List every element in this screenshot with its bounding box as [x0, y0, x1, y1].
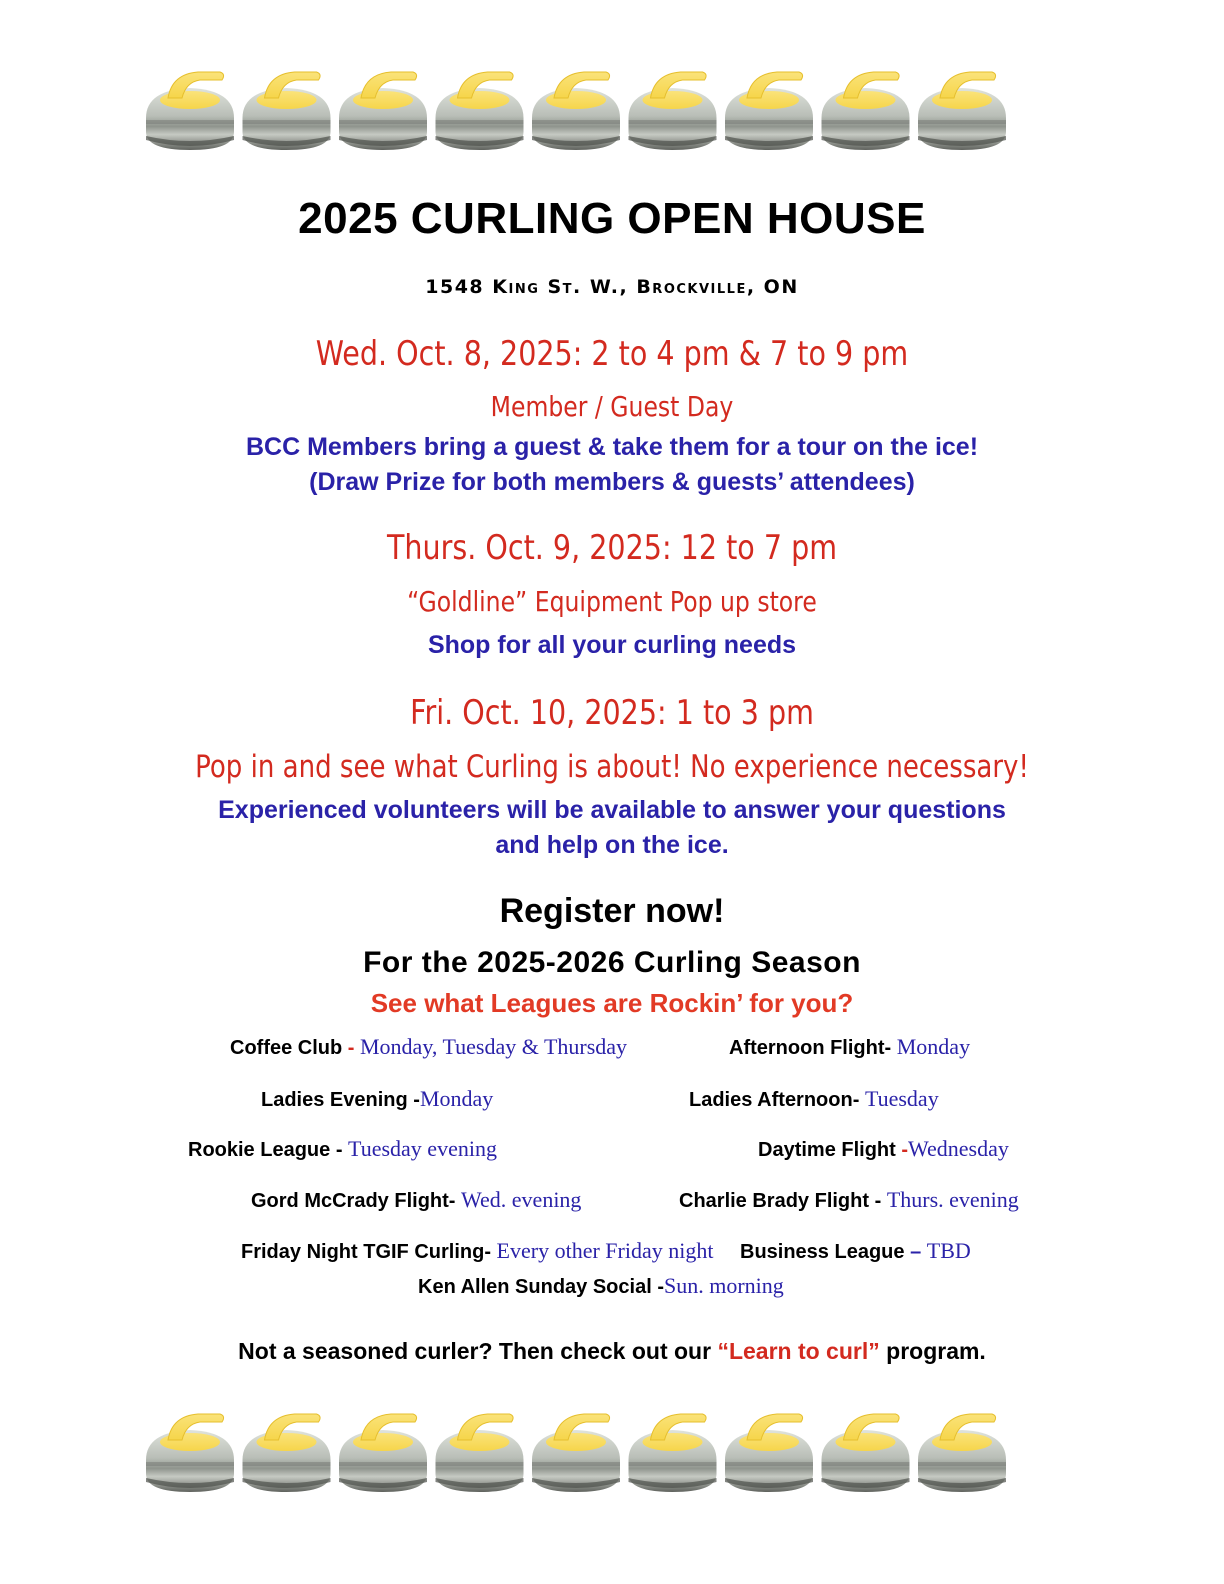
curling-stone-icon	[725, 1414, 813, 1492]
league-ken-allen: Ken Allen Sunday Social -Sun. morning	[418, 1273, 784, 1298]
event-1-line-1: BCC Members bring a guest & take them for a tour on the ice!	[245, 433, 979, 461]
league-rookie: Rookie League - Tuesday evening	[188, 1136, 497, 1161]
league-schedule: Monday	[896, 1034, 971, 1059]
curling-stone-icon	[243, 72, 331, 150]
curling-stone-icon	[436, 72, 524, 150]
league-schedule: Wednesday	[908, 1136, 1009, 1161]
league-name: Gord McCrady Flight	[251, 1190, 449, 1212]
curling-stone-icon	[822, 72, 910, 150]
league-schedule: Monday, Tuesday & Thursday	[360, 1034, 628, 1059]
register-headline: Register now!	[499, 892, 725, 930]
league-coffee-club: Coffee Club - Monday, Tuesday & Thursday	[230, 1034, 628, 1059]
season-heading: For the 2025-2026 Curling Season	[363, 946, 861, 979]
address: 1548 King St. W., Brockville, ON	[425, 276, 799, 298]
league-schedule: Sun. morning	[663, 1273, 784, 1298]
league-name: Ladies Evening	[261, 1089, 408, 1111]
curling-stone-icon	[918, 72, 1006, 150]
event-3-line-2: and help on the ice.	[495, 831, 729, 859]
curling-stone-icon	[339, 1414, 427, 1492]
league-gord-mccrady: Gord McCrady Flight- Wed. evening	[251, 1187, 582, 1212]
event-3-date: Fri. Oct. 10, 2025: 1 to 3 pm	[410, 693, 814, 733]
league-business: Business League – TBD	[740, 1238, 971, 1263]
curling-stone-icon	[436, 1414, 524, 1492]
league-name: Charlie Brady Flight	[679, 1190, 870, 1212]
event-2-date: Thurs. Oct. 9, 2025: 12 to 7 pm	[386, 528, 838, 568]
league-name: Daytime Flight	[758, 1139, 896, 1161]
event-2-line-1: Shop for all your curling needs	[427, 631, 797, 659]
league-name: Ladies Afternoon	[689, 1089, 853, 1111]
curling-stone-icon	[532, 72, 620, 150]
league-name: Friday Night TGIF Curling	[241, 1241, 485, 1263]
league-ladies-evening: Ladies Evening -Monday	[261, 1086, 494, 1111]
event-3-line-1: Experienced volunteers will be available to answer your questions	[218, 796, 1006, 824]
curling-stone-icon	[146, 72, 234, 150]
curling-stone-icon	[918, 1414, 1006, 1492]
curling-stone-icon	[629, 72, 717, 150]
curling-stone-icon	[532, 1414, 620, 1492]
league-afternoon-flight: Afternoon Flight- Monday	[729, 1034, 971, 1059]
league-charlie-brady: Charlie Brady Flight - Thurs. evening	[679, 1187, 1019, 1212]
curling-stones-bottom-row	[142, 1408, 1022, 1494]
league-schedule: TBD	[926, 1238, 971, 1263]
league-schedule: Wed. evening	[461, 1187, 582, 1212]
curling-stone-icon	[146, 1414, 234, 1492]
league-schedule: Thurs. evening	[886, 1187, 1019, 1212]
curling-stone-icon	[243, 1414, 331, 1492]
league-name: Ken Allen Sunday Social	[418, 1276, 652, 1298]
league-name: Business League	[740, 1241, 905, 1263]
league-schedule: Monday	[419, 1086, 494, 1111]
league-daytime-flight: Daytime Flight -Wednesday	[758, 1136, 1009, 1161]
league-tgif: Friday Night TGIF Curling- Every other Friday night	[241, 1238, 714, 1263]
learn-to-curl-link: “Learn to curl”	[717, 1338, 880, 1364]
leagues-tagline: See what Leagues are Rockin’ for you?	[370, 988, 854, 1018]
curling-stones-svg	[142, 66, 1022, 152]
league-ladies-afternoon: Ladies Afternoon- Tuesday	[689, 1086, 939, 1111]
curling-stone-icon	[629, 1414, 717, 1492]
event-2-heading: “Goldline” Equipment Pop up store	[407, 585, 817, 618]
event-1-heading: Member / Guest Day	[490, 390, 734, 423]
curling-stone-icon	[725, 72, 813, 150]
page-title: 2025 CURLING OPEN HOUSE	[298, 194, 926, 243]
curling-stones-svg	[142, 1408, 1022, 1494]
league-schedule: Tuesday	[864, 1086, 939, 1111]
league-name: Afternoon Flight	[729, 1037, 885, 1059]
curling-stone-icon	[339, 72, 427, 150]
curling-stone-icon	[822, 1414, 910, 1492]
curling-stones-top-row	[142, 66, 1022, 152]
league-schedule: Tuesday evening	[348, 1136, 497, 1161]
league-name: Rookie League	[188, 1139, 331, 1161]
learn-to-curl-line: Not a seasoned curler? Then check out our “Learn to curl” program.	[238, 1338, 986, 1364]
event-1-line-2: (Draw Prize for both members & guests’ attendees)	[309, 468, 915, 496]
event-3-heading: Pop in and see what Curling is about! No experience necessary!	[195, 749, 1029, 785]
league-name: Coffee Club	[230, 1037, 343, 1059]
event-1-date: Wed. Oct. 8, 2025: 2 to 4 pm & 7 to 9 pm	[315, 334, 909, 374]
league-schedule: Every other Friday night	[496, 1238, 714, 1263]
